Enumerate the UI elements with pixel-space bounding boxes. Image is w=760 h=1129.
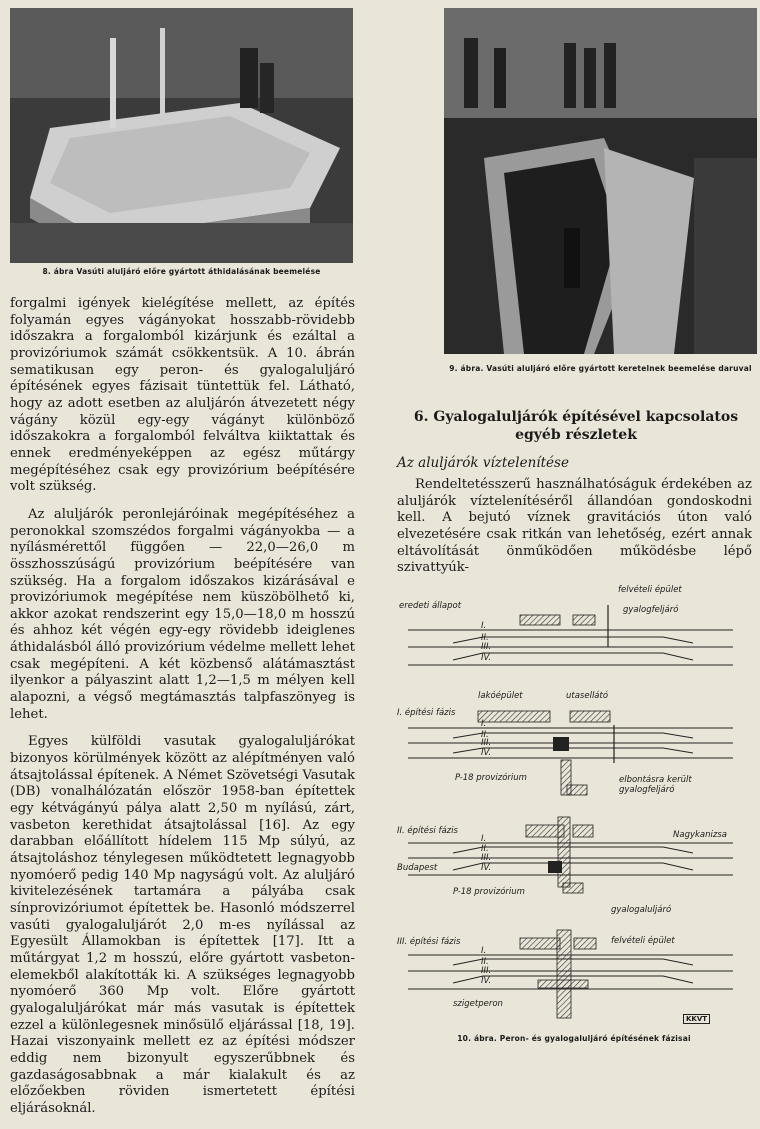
track-label: III. (481, 853, 492, 863)
track-label: IV. (481, 976, 492, 986)
section-heading: 6. Gyalogaluljárók építésével kapcsolatos egyéb részletek (413, 409, 739, 443)
diagram-label: gyalogaluljáró (611, 905, 672, 915)
figure-8-photo (10, 8, 353, 263)
diagram-label: P-18 provizórium (453, 887, 525, 897)
diagram-label: utasellátó (566, 691, 609, 701)
stage-title: II. építési fázis (397, 826, 458, 836)
figure-10-caption: 10. ábra. Peron- és gyalogaluljáró építésének fázisai (457, 1034, 691, 1043)
track-label: I. (481, 621, 487, 631)
track-label: III. (481, 642, 492, 652)
track-label: II. (481, 730, 489, 740)
paragraph: forgalmi igények kielégítése mellett, az építés folyamán egyes vágányokat hosszabb-rövidebb időszakra a forgalomból kizárjunk és ezáltal a provizóriumok számát csökkentsük. A 10. ábrán sematikusan egy peron- és gyalogaluljáró építésének egyes fázisait tüntettük fel. Látható, hogy az adott esetben az aluljárón átvezetett négy vágány közül egy-egy vágányt különböző időszakokra a forgalomból felváltva kiiktattak és ennek eredményeképpen az egész műtárgy megépítéséhez csak egy provizórium beépítésére volt szükség. (10, 296, 355, 495)
paragraph: Egyes külföldi vasutak gyalogaluljárókat bizonyos körülmények között az alépítményen való átsajtolással építenek. A Német Szövetségi Vasutak (DB) vonalhálózatán először 1958-ban építettek egy kétvágányú pálya alatt 2,50 m nyílású, zárt, vasbeton kerethidat átsajtolással [16]. Az egy darabban előállított hídelem 115 Mp súlyú, az átsajtoláshoz ténylegesen működtetett legnagyobb nyomóerő pedig 140 Mp nagyságú volt. Az aluljáró kivitelezésének tartamára a pályába csak sínprovizóriumot építettek be. Hasonló módszerrel vasúti gyalogaluljárót 2,0 m-es nyílással az Egyesült Államokban is építettek [17]. Itt a műtárgyat 1,2 m hosszú, előre gyártott vasbeton-elemekből alakították ki. A szükséges legnagyobb nyomóerő 360 Mp volt. Előre gyártott gyalogaluljárókat már más vasutak is építettek ezzel a különlegesnek minősülő eljárással [18, 19]. Hazai viszonyaink mellett ez az építési módszer eddig nem bizonyult egyszerűbbnek és gazdaságosabbnak a már kialakult és az előzőekben röviden ismertetett építési eljárásoknál. (10, 734, 355, 1116)
paragraph: Az aluljárók peronlejáróinak megépítéséhez a peronokkal szomszédos forgalmi vágányokba — a nyílásmérettől függően — 22,0—26,0 m összhosszúságú provizórium beépítésére van szükség. Ha a forgalom időszakos kizárásával e provizóriumok megépítése nem küszöbölhető ki, akkor azokat rendszerint egy 15,0—18,0 m hosszú és ahhoz két végén egy-egy rövidebb ideiglenes áthidalásból álló provizórium védelme mellett lehet csak megépíteni. A két közbenső alátámasztást ilyenkor a pályaszint alatt 1,2—1,5 m mélyen kell alapozni, a végső megtámasztás talpfaszönyeg is lehet. (10, 506, 355, 722)
track-label: II. (481, 957, 489, 967)
stage-title: I. építési fázis (397, 708, 456, 718)
track-label: III. (481, 738, 492, 748)
figure-8-caption: 8. ábra Vasúti aluljáró előre gyártott áthidalásának beemelése (42, 267, 321, 276)
stage-original (408, 605, 733, 665)
track-label: I. (481, 834, 487, 844)
paragraph: Rendeltetésszerű használhatóságuk érdekében az aluljárók víztelenítéséről állandóan gondoskodni kell. A bejutó víznek gravitációs úton való elvezetésére csak ritkán van lehetőség, ezért annak eltávolítását önműködően működésbe lépő szivattyúk- (397, 477, 752, 576)
figure-9-caption: 9. ábra. Vasúti aluljáró előre gyártott keretelnek beemelése daruval (449, 364, 752, 373)
diagram-label: szigetperon (453, 999, 503, 1009)
stage-title: eredeti állapot (399, 601, 462, 611)
publisher-stamp: KKVT (683, 1014, 710, 1024)
track-label: III. (481, 966, 492, 976)
track-label: II. (481, 633, 489, 643)
track-label: I. (481, 946, 487, 956)
track-label: IV. (481, 863, 492, 873)
track-label: IV. (481, 748, 492, 758)
subsection-heading: Az aluljárók víztelenítése (397, 455, 569, 471)
track-label: I. (481, 719, 487, 729)
stage-title: III. építési fázis (397, 937, 461, 947)
track-label: IV. (481, 653, 492, 663)
diagram-label: lakóépület (478, 691, 523, 701)
diagram-label: Budapest (397, 863, 438, 873)
figure-10-diagram (393, 585, 755, 1030)
figure-9-photo (444, 8, 757, 354)
diagram-label: P-18 provizórium (455, 773, 527, 783)
diagram-label: Nagykanizsa (673, 830, 727, 840)
diagram-label: felvételi épület (611, 936, 675, 946)
diagram-label: felvételi épület (618, 585, 682, 595)
left-text-column (10, 296, 355, 1129)
diagram-label: gyalogfeljáró (623, 605, 679, 615)
track-label: II. (481, 844, 489, 854)
diagram-label: elbontásra került gyalogfeljáró (619, 775, 692, 795)
right-text-column (397, 477, 752, 588)
